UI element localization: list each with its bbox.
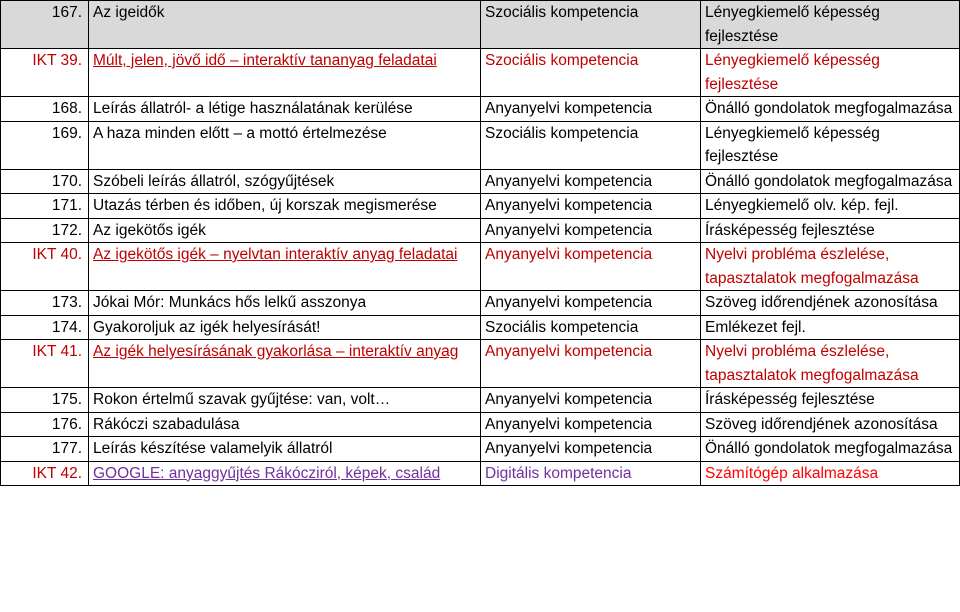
competence: Szociális kompetencia (481, 1, 701, 49)
table-row (1, 1, 960, 49)
competence: Szociális kompetencia (481, 315, 701, 340)
lesson-number: 170. (1, 169, 89, 194)
table-row (1, 243, 960, 291)
skill: Szöveg időrendjének azonosítása (701, 291, 960, 316)
skill: Lényegkiemelő képesség fejlesztése (701, 121, 960, 169)
lesson-number: 168. (1, 97, 89, 122)
table-row (1, 461, 960, 486)
table-row (1, 49, 960, 97)
skill: Lényegkiemelő olv. kép. fejl. (701, 194, 960, 219)
lesson-title: Gyakoroljuk az igék helyesírását! (89, 315, 481, 340)
lesson-number: 171. (1, 194, 89, 219)
skill: Írásképesség fejlesztése (701, 388, 960, 413)
competence: Anyanyelvi kompetencia (481, 97, 701, 122)
lesson-title: Rokon értelmű szavak gyűjtése: van, volt… (89, 388, 481, 413)
lesson-number: 176. (1, 412, 89, 437)
skill: Nyelvi probléma észlelése, tapasztalatok megfogalmazása (701, 243, 960, 291)
table-row (1, 388, 960, 413)
lesson-number: IKT 41. (1, 340, 89, 388)
lesson-title-link[interactable]: Múlt, jelen, jövő idő – interaktív tananyag feladatai (89, 49, 481, 97)
lesson-number: 175. (1, 388, 89, 413)
table-row (1, 291, 960, 316)
competence: Anyanyelvi kompetencia (481, 194, 701, 219)
lesson-number: IKT 42. (1, 461, 89, 486)
table-row (1, 412, 960, 437)
competence: Szociális kompetencia (481, 49, 701, 97)
skill: Számítógép alkalmazása (701, 461, 960, 486)
lesson-number: 172. (1, 218, 89, 243)
table-row (1, 437, 960, 462)
competence: Anyanyelvi kompetencia (481, 291, 701, 316)
lesson-number: 174. (1, 315, 89, 340)
lesson-title: A haza minden előtt – a mottó értelmezése (89, 121, 481, 169)
lesson-title: Az igeidők (89, 1, 481, 49)
lesson-number: 173. (1, 291, 89, 316)
skill: Önálló gondolatok megfogalmazása (701, 97, 960, 122)
competence: Szociális kompetencia (481, 121, 701, 169)
skill: Emlékezet fejl. (701, 315, 960, 340)
table-row (1, 194, 960, 219)
lesson-title-link[interactable]: Az igék helyesírásának gyakorlása – interaktív anyag (89, 340, 481, 388)
competence: Anyanyelvi kompetencia (481, 169, 701, 194)
table-row (1, 121, 960, 169)
skill: Önálló gondolatok megfogalmazása (701, 437, 960, 462)
lesson-title-link[interactable]: Az igekötős igék – nyelvtan interaktív anyag feladatai (89, 243, 481, 291)
competence: Anyanyelvi kompetencia (481, 412, 701, 437)
competence: Anyanyelvi kompetencia (481, 388, 701, 413)
table-row (1, 97, 960, 122)
lesson-number: IKT 40. (1, 243, 89, 291)
competence: Anyanyelvi kompetencia (481, 437, 701, 462)
lesson-title: Leírás állatról- a létige használatának kerülése (89, 97, 481, 122)
competence: Anyanyelvi kompetencia (481, 243, 701, 291)
skill: Írásképesség fejlesztése (701, 218, 960, 243)
lesson-title: Jókai Mór: Munkács hős lelkű asszonya (89, 291, 481, 316)
lesson-title: Rákóczi szabadulása (89, 412, 481, 437)
lesson-title: Az igekötős igék (89, 218, 481, 243)
lesson-title-link[interactable]: GOOGLE: anyaggyűjtés Rákócziról, képek, család (89, 461, 481, 486)
table-row (1, 218, 960, 243)
competence: Anyanyelvi kompetencia (481, 340, 701, 388)
skill: Önálló gondolatok megfogalmazása (701, 169, 960, 194)
lesson-number: 169. (1, 121, 89, 169)
skill: Szöveg időrendjének azonosítása (701, 412, 960, 437)
skill: Nyelvi probléma észlelése, tapasztalatok megfogalmazása (701, 340, 960, 388)
lesson-title: Utazás térben és időben, új korszak megismerése (89, 194, 481, 219)
table-row (1, 315, 960, 340)
lesson-number: 167. (1, 1, 89, 49)
table-row (1, 340, 960, 388)
competence: Anyanyelvi kompetencia (481, 218, 701, 243)
competence: Digitális kompetencia (481, 461, 701, 486)
lesson-number: 177. (1, 437, 89, 462)
lesson-title: Szóbeli leírás állatról, szógyűjtések (89, 169, 481, 194)
lesson-title: Leírás készítése valamelyik állatról (89, 437, 481, 462)
lesson-number: IKT 39. (1, 49, 89, 97)
skill: Lényegkiemelő képesség fejlesztése (701, 49, 960, 97)
table-row (1, 169, 960, 194)
skill: Lényegkiemelő képesség fejlesztése (701, 1, 960, 49)
